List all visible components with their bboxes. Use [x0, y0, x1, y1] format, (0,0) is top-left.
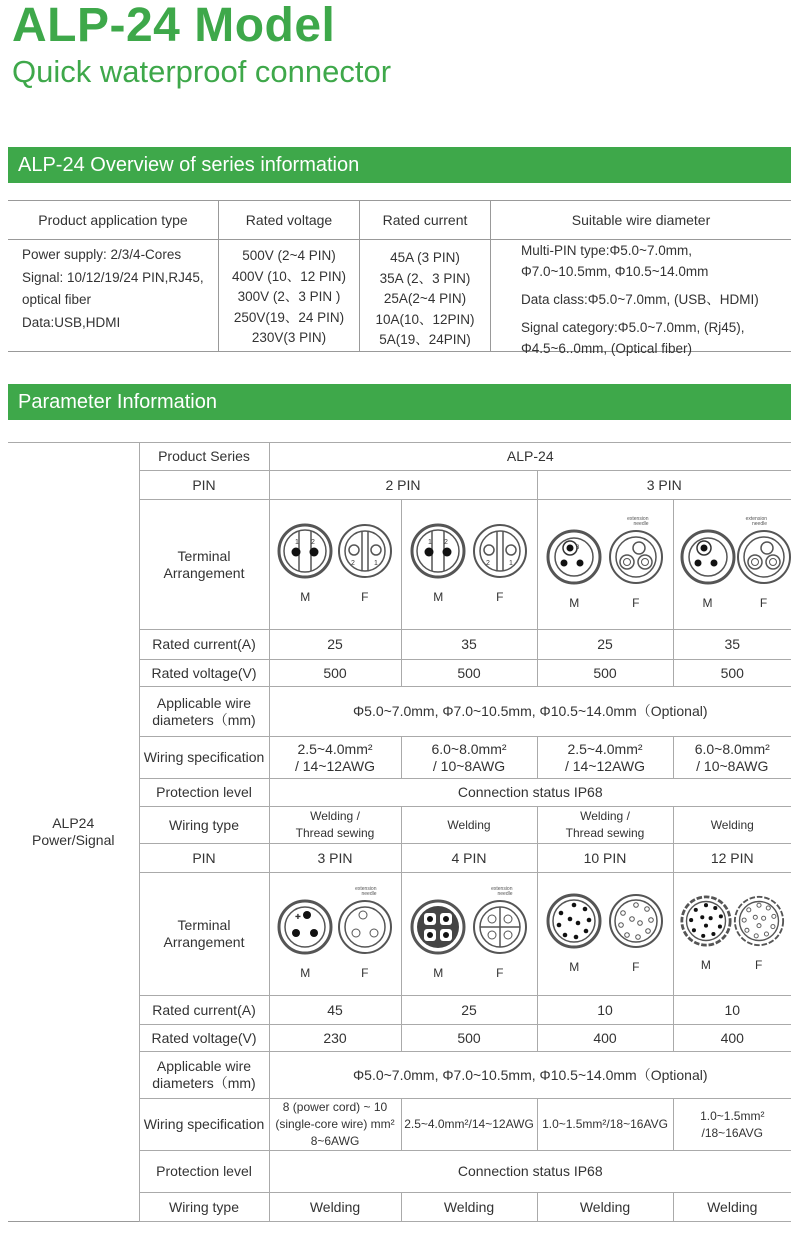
pin-value: 12 PIN [673, 844, 791, 873]
pin-label: PIN [139, 471, 269, 500]
terminal-cell: extension needle M F [673, 500, 791, 630]
current-line: 5A(19、24PIN) [379, 332, 471, 347]
wiring-spec-value: 6.0~8.0mm² / 10~8AWG [673, 737, 791, 779]
terminal-cell: extension needle ✚ M F [269, 873, 401, 996]
connector-3pin-male-icon [680, 529, 736, 585]
pin-value: 3 PIN [269, 844, 401, 873]
overview-col-wire [491, 201, 791, 356]
svg-text:1: 1 [295, 539, 300, 546]
voltage-line: 300V (2、3 PIN ) [237, 289, 341, 304]
rated-voltage-value: 400 [537, 1025, 673, 1052]
rated-current-value: 45 [269, 996, 401, 1025]
voltage-line: 500V (2~4 PIN) [242, 248, 336, 263]
svg-text:2: 2 [444, 539, 449, 546]
rated-current-value: 35 [673, 630, 791, 660]
wiring-type-value: Welding [537, 1193, 673, 1222]
terminal-cell: 1 2 M 2 1 F [269, 500, 401, 630]
connector-10pin-male-icon [546, 893, 602, 949]
wiring-spec-value: 6.0~8.0mm² / 10~8AWG [401, 737, 537, 779]
terminal-cell: M F [673, 873, 791, 996]
product-series-value: ALP-24 [269, 443, 791, 471]
connector-12pin-male-icon [680, 895, 732, 947]
connector-3pin-female-icon [736, 529, 792, 585]
connector-12pin-female-icon [733, 895, 785, 947]
terminal-cell: 1 2 M 2 1 F [401, 500, 537, 630]
pin-3: 3 PIN [537, 471, 791, 500]
wiring-type-value: Welding [401, 807, 537, 844]
wiring-type-value: Welding [269, 1193, 401, 1222]
connector-3pin-male-icon [277, 899, 333, 955]
app-line: Signal: 10/12/19/24 PIN,RJ45, [22, 269, 204, 285]
wiring-type-label: Wiring type [139, 1193, 269, 1222]
page-title: ALP-24 Model [12, 0, 336, 52]
voltage-line: 250V(19、24 PIN) [233, 309, 345, 325]
terminal-label: Terminal Arrangement [139, 873, 269, 996]
wiring-type-value: Welding / Thread sewing [537, 807, 673, 844]
pin-value: 4 PIN [401, 844, 537, 873]
page-subtitle: Quick waterproof connector [12, 54, 392, 89]
wiring-type-value: Welding [673, 807, 791, 844]
parameter-table [8, 442, 791, 1222]
pin-label: PIN [139, 844, 269, 873]
svg-text:1: 1 [428, 539, 433, 546]
overview-header-wire: Suitable wire diameter [491, 201, 791, 240]
wire-diameter-value: Φ5.0~7.0mm, Φ7.0~10.5mm, Φ10.5~14.0mm（Optional) [269, 1052, 791, 1099]
connector-2pin-male-icon [410, 523, 466, 579]
rated-current-value: 25 [537, 630, 673, 660]
wiring-spec-value: 2.5~4.0mm² / 14~12AWG [269, 737, 401, 779]
wire-diameter-label: Applicable wire diameters（mm) [139, 1052, 269, 1099]
overview-table [8, 200, 791, 356]
wire-line: Φ4.5~6..0mm, (Optical fiber) [521, 341, 692, 356]
rated-voltage-value: 400 [673, 1025, 791, 1052]
group-label: ALP24 Power/Signal [8, 443, 139, 1222]
rated-voltage-value: 500 [269, 660, 401, 687]
overview-header-voltage: Rated voltage [219, 201, 359, 240]
connector-3pin-male-icon [546, 529, 602, 585]
rated-voltage-label: Rated voltage(V) [139, 1025, 269, 1052]
connector-3pin-female-icon [608, 529, 664, 585]
wiring-spec-value: 8 (power cord) ~ 10 (single-core wire) mm² 8~6AWG [269, 1099, 401, 1151]
rated-current-label: Rated current(A) [139, 630, 269, 660]
current-line: 10A(10、12PIN) [375, 311, 475, 327]
app-line: Data:USB,HDMI [22, 314, 121, 330]
rated-current-value: 35 [401, 630, 537, 660]
pin-2: 2 PIN [269, 471, 537, 500]
wiring-type-value: Welding [673, 1193, 791, 1222]
wiring-type-value: Welding / Thread sewing [269, 807, 401, 844]
current-line: 35A (2、3 PIN) [379, 270, 471, 286]
current-line: 25A(2~4 PIN) [383, 291, 467, 306]
rated-current-value: 25 [401, 996, 537, 1025]
protection-label: Protection level [139, 779, 269, 807]
rated-voltage-value: 500 [537, 660, 673, 687]
terminal-cell: M F [537, 873, 673, 996]
wiring-spec-value: 1.0~1.5mm² /18~16AVG [673, 1099, 791, 1151]
wire-line: Multi-PIN type:Φ5.0~7.0mm, [521, 243, 692, 258]
svg-text:1: 1 [373, 560, 378, 567]
wiring-spec-label: Wiring specification [139, 737, 269, 779]
rated-current-value: 25 [269, 630, 401, 660]
product-series-label: Product Series [139, 443, 269, 471]
wiring-type-label: Wiring type [139, 807, 269, 844]
connector-4pin-female-icon [472, 899, 528, 955]
connector-3pin-female-icon [337, 899, 393, 955]
wire-line: Φ7.0~10.5mm, Φ10.5~14.0mm [521, 264, 709, 279]
connector-4pin-male-icon [410, 899, 466, 955]
rated-current-value: 10 [537, 996, 673, 1025]
current-line: 45A (3 PIN) [390, 250, 460, 265]
voltage-line: 230V(3 PIN) [251, 330, 327, 345]
rated-voltage-label: Rated voltage(V) [139, 660, 269, 687]
pin-value: 10 PIN [537, 844, 673, 873]
svg-text:2: 2 [311, 539, 316, 546]
app-line: optical fiber [22, 292, 92, 307]
wiring-spec-value: 2.5~4.0mm²/14~12AWG [401, 1099, 537, 1151]
wire-diameter-label: Applicable wire diameters（mm) [139, 687, 269, 737]
overview-header-app: Product application type [8, 201, 218, 240]
wiring-spec-value: 1.0~1.5mm²/18~16AVG [537, 1099, 673, 1151]
wiring-type-value: Welding [401, 1193, 537, 1222]
svg-text:✚: ✚ [295, 913, 302, 921]
voltage-line: 400V (10、12 PIN) [231, 268, 347, 284]
terminal-cell: extension needle 3 M F [537, 500, 673, 630]
wiring-spec-value: 2.5~4.0mm² / 14~12AWG [537, 737, 673, 779]
overview-col-current [360, 201, 491, 351]
protection-label: Protection level [139, 1151, 269, 1193]
overview-col-voltage [219, 201, 360, 351]
connector-2pin-female-icon [472, 523, 528, 579]
rated-current-label: Rated current(A) [139, 996, 269, 1025]
parameter-band: Parameter Information [8, 384, 791, 420]
rated-current-value: 10 [673, 996, 791, 1025]
overview-header-current: Rated current [360, 201, 490, 240]
connector-2pin-male-icon [277, 523, 333, 579]
overview-band: ALP-24 Overview of series information [8, 147, 791, 183]
rated-voltage-value: 500 [673, 660, 791, 687]
svg-text:3: 3 [576, 545, 580, 551]
svg-text:1: 1 [508, 560, 513, 567]
svg-text:2: 2 [485, 560, 490, 567]
terminal-label: Terminal Arrangement [139, 500, 269, 630]
wire-line: Signal category:Φ5.0~7.0mm, (Rj45), [521, 320, 745, 335]
connector-2pin-female-icon [337, 523, 393, 579]
svg-text:2: 2 [350, 560, 355, 567]
rated-voltage-value: 500 [401, 660, 537, 687]
wire-diameter-value: Φ5.0~7.0mm, Φ7.0~10.5mm, Φ10.5~14.0mm（Optional) [269, 687, 791, 737]
wire-line: Data class:Φ5.0~7.0mm, (USB、HDMI) [521, 292, 759, 307]
overview-col-app [8, 201, 219, 351]
wiring-spec-label: Wiring specification [139, 1099, 269, 1151]
app-line: Power supply: 2/3/4-Cores [22, 247, 182, 262]
connector-10pin-female-icon [608, 893, 664, 949]
protection-value: Connection status IP68 [269, 1151, 791, 1193]
protection-value: Connection status IP68 [269, 779, 791, 807]
terminal-cell: extension needle M F [401, 873, 537, 996]
rated-voltage-value: 230 [269, 1025, 401, 1052]
rated-voltage-value: 500 [401, 1025, 537, 1052]
